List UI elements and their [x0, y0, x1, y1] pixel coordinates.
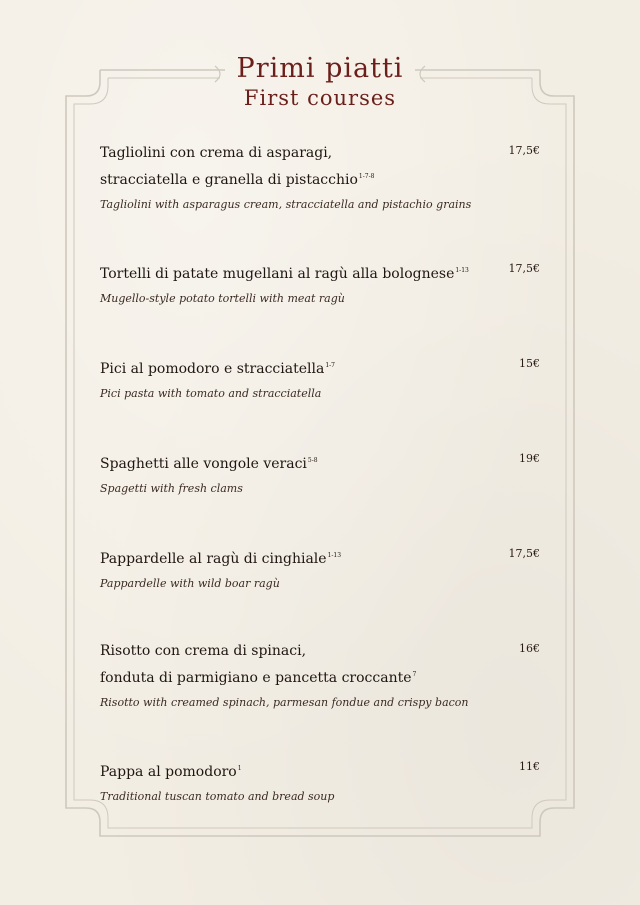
- item-price: 15€: [519, 357, 540, 370]
- item-price: 17,5€: [508, 262, 540, 275]
- item-description: Risotto with creamed spinach, parmesan fondue and crispy bacon: [100, 696, 469, 709]
- item-description: Mugello-style potato tortelli with meat ragù: [100, 292, 345, 305]
- menu-item-pappa-al-pomodoro: [100, 757, 540, 806]
- menu-item-tagliolini: [100, 141, 540, 214]
- allergen-codes: 5-8: [307, 457, 318, 464]
- item-price: 16€: [519, 642, 540, 655]
- item-name: Pici al pomodoro e stracciatella$^{1-7}$: [100, 361, 335, 377]
- page-subtitle: First courses: [243, 86, 397, 110]
- item-name: Tortelli di patate mugellani al ragù alla bolognese$^{1-13}$: [100, 266, 469, 282]
- item-name: Tagliolini con crema di asparagi,: [100, 145, 333, 161]
- menu-item-pappardelle: [100, 544, 540, 593]
- menu-title-block: [0, 52, 640, 110]
- item-description: Traditional tuscan tomato and bread soup: [100, 790, 335, 803]
- item-description: Tagliolini with asparagus cream, stracciatella and pistachio grains: [100, 198, 472, 211]
- item-price: 11€: [519, 760, 540, 773]
- item-name-line2: fonduta di parmigiano e pancetta croccante$^7$: [100, 670, 417, 686]
- item-price: 17,5€: [508, 547, 540, 560]
- item-name: Risotto con crema di spinaci,: [100, 643, 307, 659]
- item-name: Spaghetti alle vongole veraci$^{5-8}$: [100, 456, 318, 472]
- item-name: Pappa al pomodoro$^1$: [100, 764, 242, 780]
- menu-item-pici: [100, 354, 540, 403]
- allergen-codes: 1: [237, 765, 242, 772]
- item-name-line2: stracciatella e granella di pistacchio$^{1-7-8}$: [100, 172, 375, 188]
- allergen-codes: 1-7-8: [358, 173, 375, 180]
- menu-item-tortelli: [100, 259, 540, 308]
- allergen-codes: 1-7: [325, 362, 335, 369]
- item-description: Pappardelle with wild boar ragù: [100, 577, 280, 590]
- item-name: Pappardelle al ragù di cinghiale$^{1-13}$: [100, 551, 342, 567]
- item-price: 17,5€: [508, 144, 540, 157]
- menu-item-risotto: [100, 639, 540, 712]
- item-description: Pici pasta with tomato and stracciatella: [100, 387, 322, 400]
- item-description: Spagetti with fresh clams: [100, 482, 243, 495]
- page-title: Primi piatti: [236, 53, 404, 84]
- item-price: 19€: [519, 452, 540, 465]
- menu-item-spaghetti: [100, 449, 540, 498]
- allergen-codes: 1-13: [327, 552, 342, 559]
- allergen-codes: 7: [412, 671, 417, 678]
- allergen-codes: 1-13: [455, 267, 469, 274]
